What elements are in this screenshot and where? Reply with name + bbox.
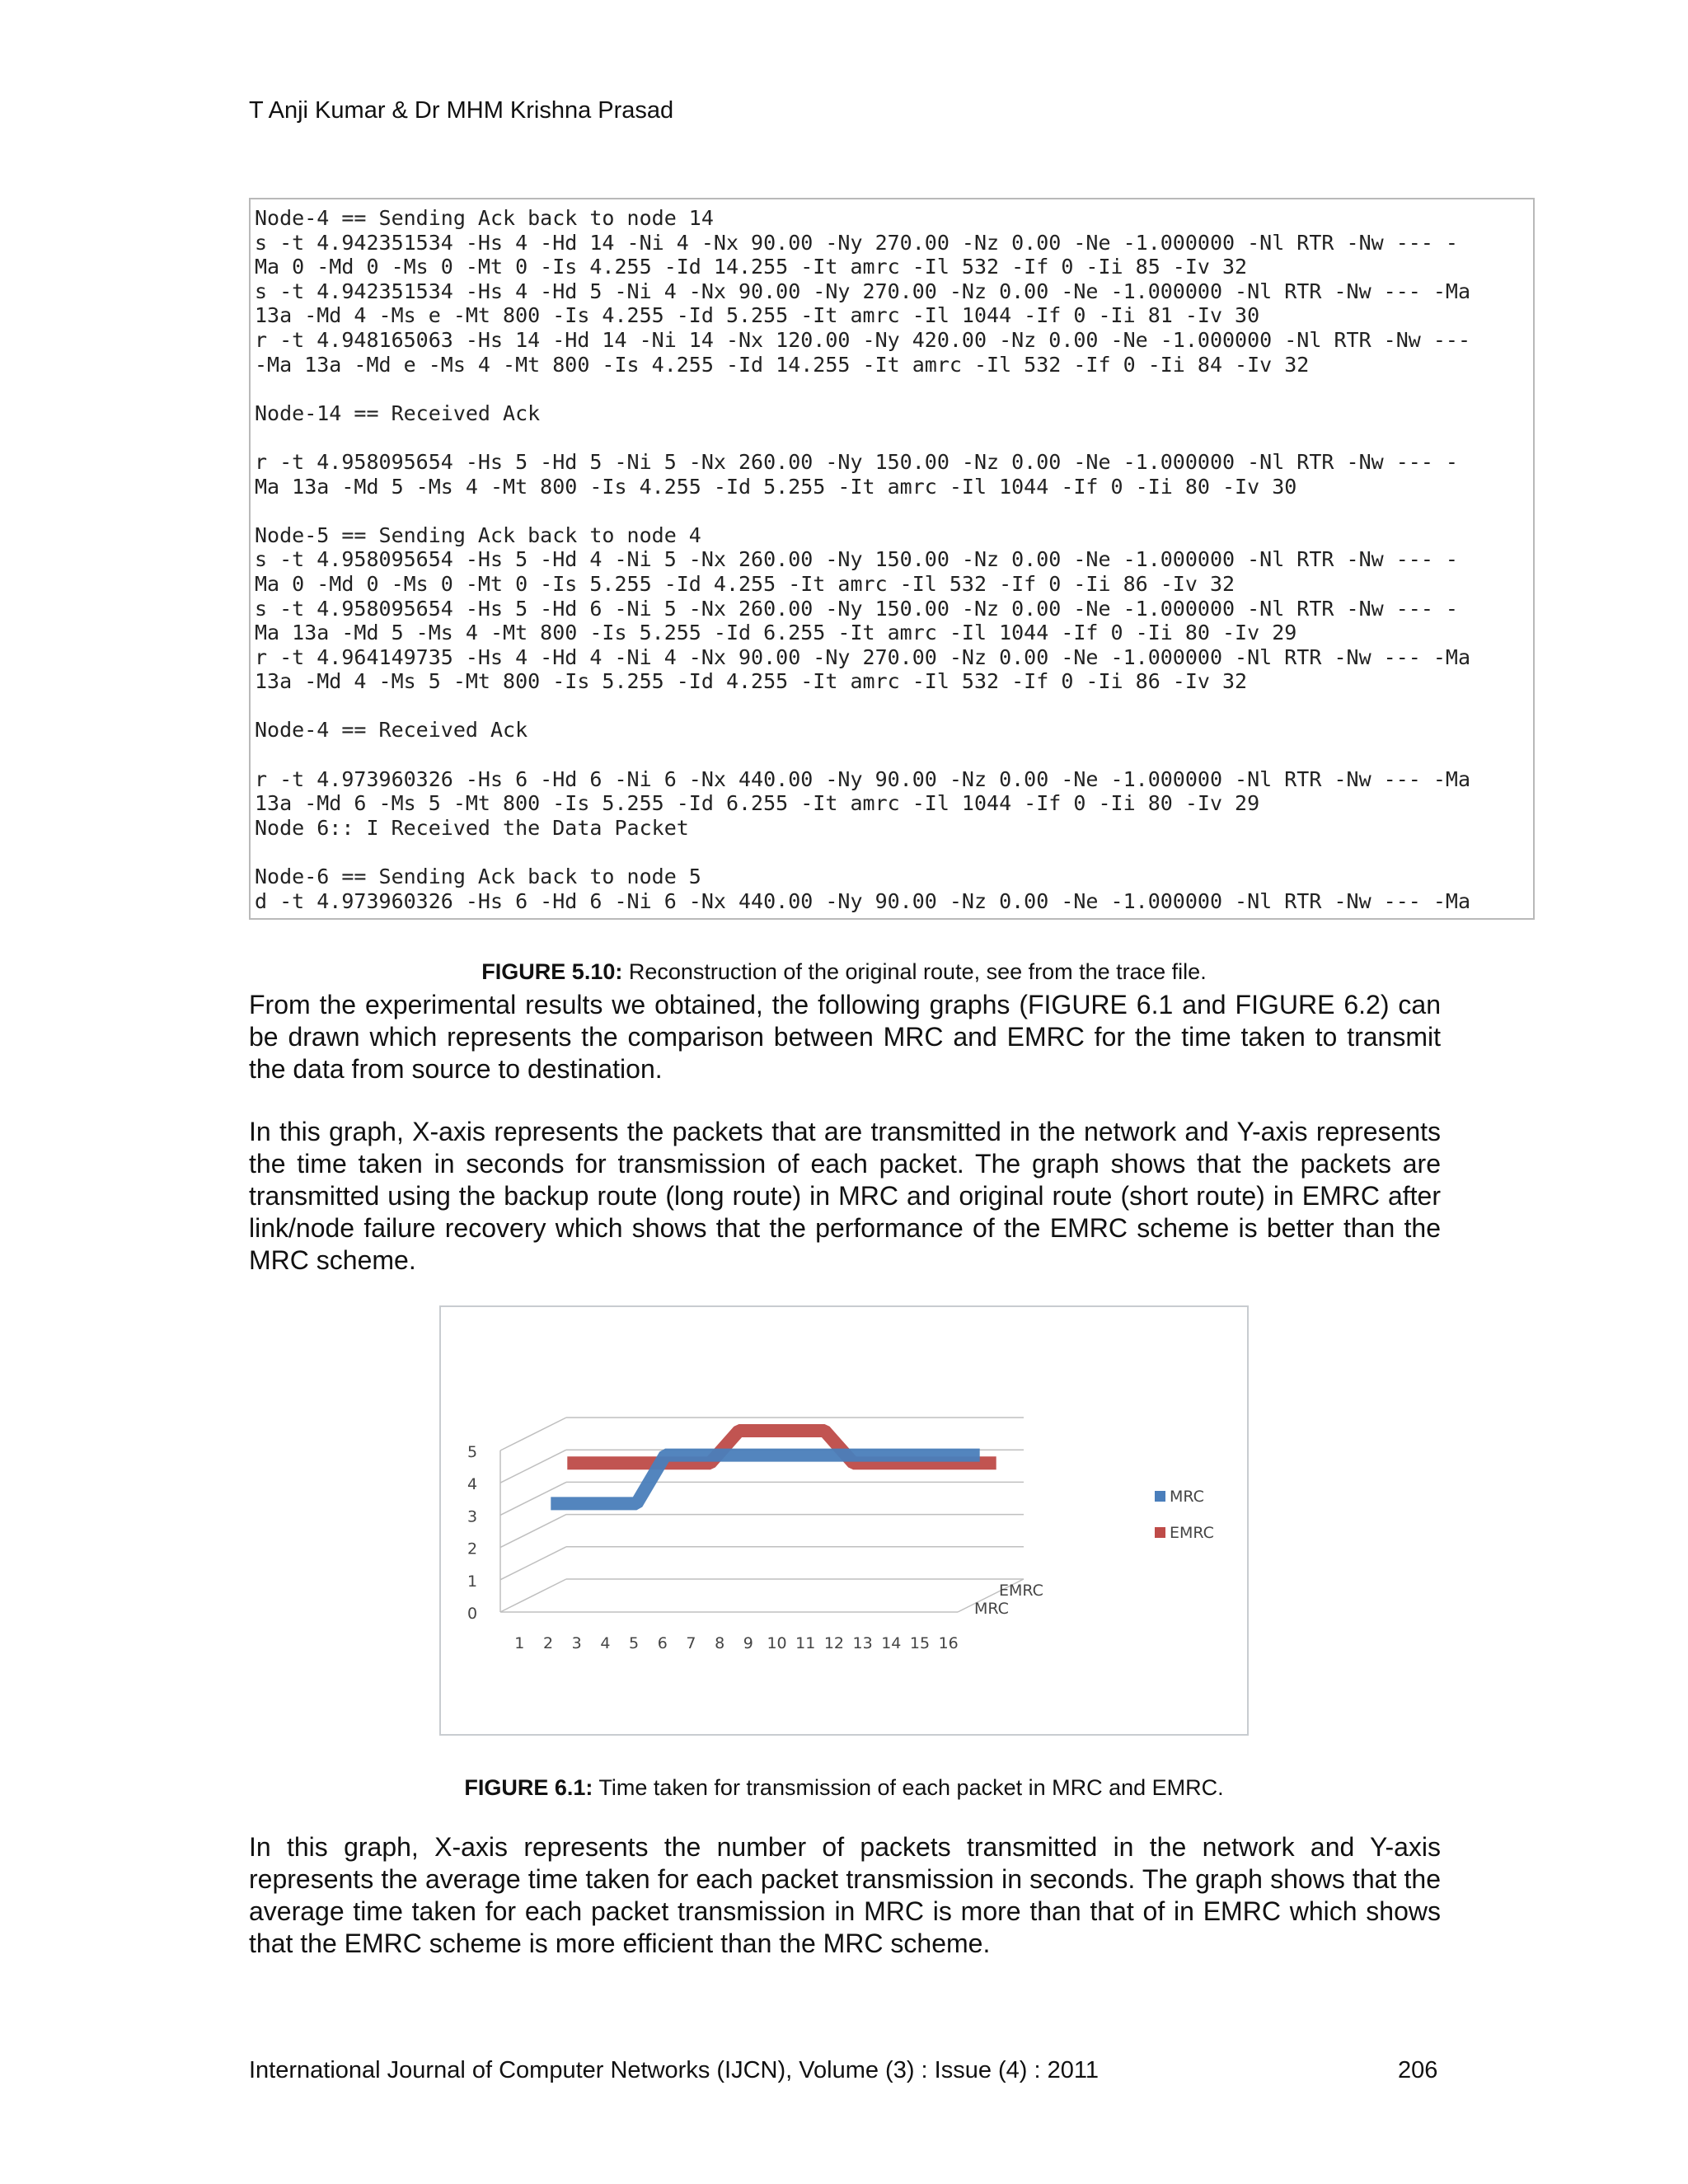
gridline-side [500,1450,566,1483]
legend-label: MRC [1170,1488,1204,1506]
gridline-side [500,1579,566,1612]
figure-caption-text: Reconstruction of the original route, see from the trace file. [622,959,1207,984]
trace-line [251,377,1533,401]
trace-output-box [249,198,1535,920]
trace-line: r -t 4.964149735 -Hs 4 -Hd 4 -Ni 4 -Nx 90.00 -Ny 270.00 -Nz 0.00 -Ne -1.000000 -Nl RTR -Nw --- -Ma [255,644,1471,669]
x-tick-label: 7 [686,1634,696,1652]
trace-line: -Ma 13a -Md e -Ms 4 -Mt 800 -Is 4.255 -Id 14.255 -It amrc -Il 532 -If 0 -Ii 84 -Iv 32 [255,352,1310,377]
trace-line: r -t 4.958095654 -Hs 5 -Hd 5 -Ni 5 -Nx 260.00 -Ny 150.00 -Nz 0.00 -Ne -1.000000 -Nl RTR -Nw --- - [255,449,1458,474]
trace-line: r -t 4.973960326 -Hs 6 -Hd 6 -Ni 6 -Nx 440.00 -Ny 90.00 -Nz 0.00 -Ne -1.000000 -Nl RTR -Nw --- -Ma [255,766,1471,791]
figure-caption-text: Time taken for transmission of each packet in MRC and EMRC. [593,1775,1224,1800]
trace-line: 13a -Md 6 -Ms 5 -Mt 800 -Is 5.255 -Id 6.255 -It amrc -Il 1044 -If 0 -Ii 80 -Iv 29 [255,791,1260,816]
chart-svg [441,1307,1247,1734]
trace-line: Node-5 == Sending Ack back to node 4 [255,523,701,547]
x-tick-label: 8 [715,1634,725,1652]
trace-line: Ma 0 -Md 0 -Ms 0 -Mt 0 -Is 4.255 -Id 14.255 -It amrc -Il 532 -If 0 -Ii 85 -Iv 32 [255,255,1248,279]
footer-journal: International Journal of Computer Networks (IJCN), Volume (3) : Issue (4) : 2011 [249,2057,1100,2083]
trace-line [251,425,1533,450]
x-tick-label: 6 [657,1634,668,1652]
trace-line [251,743,1533,767]
figure-6-1-chart [439,1305,1249,1736]
legend-label: EMRC [1170,1524,1214,1542]
trace-line: r -t 4.948165063 -Hs 14 -Hd 14 -Ni 14 -Nx 120.00 -Ny 420.00 -Nz 0.00 -Ne -1.000000 -Nl RTR -Nw --- [255,327,1471,352]
gridline-side [500,1547,566,1580]
trace-line [251,694,1533,719]
x-tick-label: 9 [743,1634,753,1652]
figure-5-10-caption [0,959,1688,985]
y-tick-label: 2 [467,1540,478,1558]
y-tick-label: 0 [467,1605,478,1623]
page-number: 206 [1398,2057,1438,2083]
legend-swatch [1155,1527,1165,1538]
trace-line: Node-6 == Sending Ack back to node 5 [255,865,701,889]
x-tick-label: 5 [629,1634,640,1652]
x-tick-label: 10 [767,1634,787,1652]
trace-line: Ma 13a -Md 5 -Ms 4 -Mt 800 -Is 5.255 -Id 6.255 -It amrc -Il 1044 -If 0 -Ii 80 -Iv 29 [255,621,1297,645]
y-tick-label: 1 [467,1572,478,1591]
gridline-side [500,1418,566,1451]
x-tick-label: 14 [881,1634,902,1652]
paragraph-intro: From the experimental results we obtained, the following graphs (FIGURE 6.1 and FIGURE 6.2) can be drawn which represents the comparison between MRC and EMRC for the time taken to transmit the data from source to destination. [249,990,1441,1084]
x-tick-label: 2 [542,1634,554,1652]
trace-line: s -t 4.958095654 -Hs 5 -Hd 6 -Ni 5 -Nx 260.00 -Ny 150.00 -Nz 0.00 -Ne -1.000000 -Nl RTR -Nw --- - [255,596,1458,621]
figure-label: FIGURE 6.1: [464,1775,593,1800]
trace-line: s -t 4.942351534 -Hs 4 -Hd 14 -Ni 4 -Nx 90.00 -Ny 270.00 -Nz 0.00 -Ne -1.000000 -Nl RTR -Nw --- - [255,230,1458,255]
trace-line: Node-14 == Received Ack [255,401,541,425]
x-tick-label: 16 [938,1634,959,1652]
x-tick-label: 4 [600,1634,611,1652]
trace-line: Node-4 == Sending Ack back to node 14 [255,206,714,230]
y-tick-label: 4 [467,1475,478,1494]
figure-6-1-caption [0,1775,1688,1801]
trace-line: Node 6:: I Received the Data Packet [255,815,689,840]
trace-line: 13a -Md 4 -Ms e -Mt 800 -Is 4.255 -Id 5.255 -It amrc -Il 1044 -If 0 -Ii 81 -Iv 30 [255,303,1260,328]
trace-line [251,499,1533,523]
paragraph-graph-description: In this graph, X-axis represents the packets that are transmitted in the network and Y-axis represents the time taken in seconds for transmission of each packet. The graph shows that the packets are transmitted using the backup route (long route) in MRC and original route (short route) in EMRC after link/node failure recovery which shows that the performance of the EMRC scheme is better than the MRC scheme. [249,1117,1441,1275]
gridline-side [500,1515,566,1548]
trace-line: d -t 4.973960326 -Hs 6 -Hd 6 -Ni 6 -Nx 440.00 -Ny 90.00 -Nz 0.00 -Ne -1.000000 -Nl RTR -Nw --- -Ma [255,888,1471,913]
depth-label: EMRC [999,1582,1043,1600]
x-tick-label: 15 [909,1634,931,1652]
running-header: T Anji Kumar & Dr MHM Krishna Prasad [249,97,674,124]
trace-line: s -t 4.958095654 -Hs 5 -Hd 4 -Ni 5 -Nx 260.00 -Ny 150.00 -Nz 0.00 -Ne -1.000000 -Nl RTR -Nw --- - [255,547,1458,572]
paragraph-average-time: In this graph, X-axis represents the number of packets transmitted in the network and Y-axis represents the average time taken for each packet transmission in seconds. The graph shows that the average time taken for each packet transmission in MRC is more than that of in EMRC which shows that the EMRC scheme is more efficient than the MRC scheme. [249,1832,1441,1958]
trace-line: Node-4 == Received Ack [255,718,528,743]
x-tick-label: 12 [823,1634,844,1652]
y-tick-label: 5 [467,1443,478,1461]
trace-line: s -t 4.942351534 -Hs 4 -Hd 5 -Ni 4 -Nx 90.00 -Ny 270.00 -Nz 0.00 -Ne -1.000000 -Nl RTR -Nw --- -Ma [255,279,1471,303]
trace-line: 13a -Md 4 -Ms 5 -Mt 800 -Is 5.255 -Id 4.255 -It amrc -Il 532 -If 0 -Ii 86 -Iv 32 [255,669,1248,694]
legend-swatch [1155,1491,1165,1502]
trace-line: Ma 0 -Md 0 -Ms 0 -Mt 0 -Is 5.255 -Id 4.255 -It amrc -Il 532 -If 0 -Ii 86 -Iv 32 [255,571,1236,596]
y-tick-label: 3 [467,1507,478,1526]
depth-label: MRC [974,1600,1009,1618]
trace-line: Ma 13a -Md 5 -Ms 4 -Mt 800 -Is 4.255 -Id 5.255 -It amrc -Il 1044 -If 0 -Ii 80 -Iv 30 [255,474,1297,499]
x-tick-label: 13 [852,1634,873,1652]
x-tick-label: 11 [795,1634,816,1652]
x-tick-label: 3 [571,1634,582,1652]
x-tick-label: 1 [514,1634,525,1652]
figure-label: FIGURE 5.10: [481,959,623,984]
trace-line [251,840,1533,865]
